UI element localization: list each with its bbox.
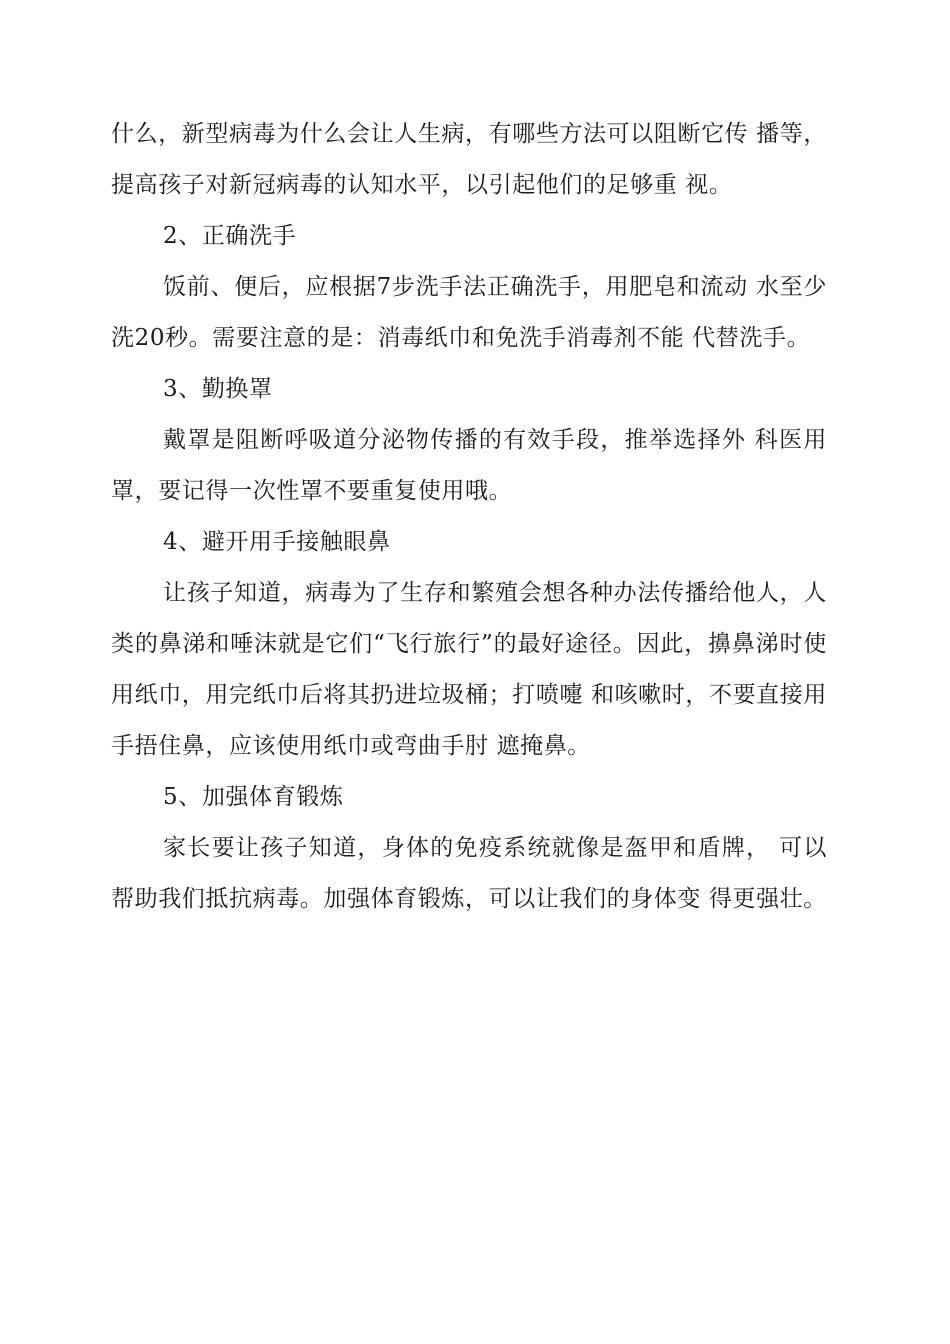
paragraph-exercise: 家长要让孩子知道，身体的免疫系统就像是盔甲和盾牌， 可以帮助我们抵抗病毒。加强体育锻炼，可以让我们的身体变 得更强壮。 (111, 835, 827, 912)
section-heading-handwashing: 2、正确洗手 (163, 223, 297, 249)
paragraph-avoid-touching: 让孩子知道，病毒为了生存和繁殖会想各种办法传播给他人，人类的鼻涕和唾沫就是它们“飞行旅行”的最好途径。因此，擤鼻涕时使用纸巾，用完纸巾后将其扔进垃圾桶；打喷嚏 和咳嗽时，不要直接用手捂住鼻，应该使用纸巾或弯曲手肘 遮掩鼻。 (111, 580, 827, 759)
paragraph-mask: 戴罩是阻断呼吸道分泌物传播的有效手段，推举选择外 科医用罩，要记得一次性罩不要重复使用哦。 (111, 427, 827, 504)
paragraph-intro-continued: 什么，新型病毒为什么会让人生病，有哪些方法可以阻断它传 播等，提高孩子对新冠病毒的认知水平，以引起他们的足够重 视。 (111, 121, 827, 198)
section-heading-exercise: 5、加强体育锻炼 (163, 784, 344, 810)
paragraph-handwashing: 饭前、便后，应根据7步洗手法正确洗手，用肥皂和流动 水至少洗20秒。需要注意的是：消毒纸巾和免洗手消毒剂不能 代替洗手。 (111, 274, 827, 351)
section-heading-avoid-touching: 4、避开用手接触眼鼻 (163, 529, 391, 555)
document-body (111, 109, 827, 925)
section-heading-mask: 3、勤换罩 (163, 376, 273, 402)
